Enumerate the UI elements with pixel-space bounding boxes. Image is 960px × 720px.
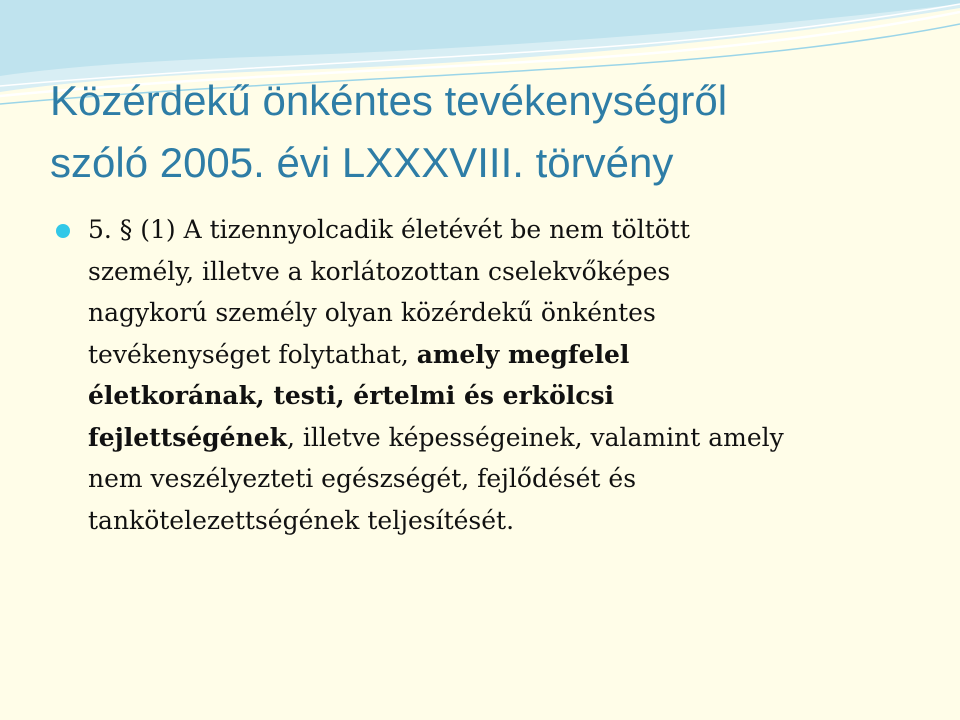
paragraph-line <box>88 292 926 334</box>
paragraph-line <box>88 417 926 459</box>
paragraph-line <box>88 458 926 500</box>
paragraph-line <box>88 251 926 293</box>
text-normal: 5. § (1) A tizennyolcadik életévét be nem töltött <box>88 215 690 244</box>
slide-title-line: Közérdekű önkéntes tevékenységről <box>50 77 728 124</box>
slide-title-line: szóló 2005. évi LXXXVIII. törvény <box>50 139 674 186</box>
text-normal: tankötelezettségének teljesítését. <box>88 505 515 535</box>
text-normal: , illetve képességeinek, valamint amely <box>286 422 784 452</box>
paragraph-line <box>88 500 926 542</box>
law-paragraph <box>88 209 926 541</box>
slide-title <box>50 70 930 194</box>
text-normal: személy, illetve a korlátozottan cselekvőképes <box>88 256 671 286</box>
bullet-dot-icon <box>56 224 70 238</box>
slide-content <box>56 209 926 541</box>
text-normal: nem veszélyezteti egészségét, fejlődését és <box>88 464 637 493</box>
text-bold: amely megfelel <box>416 339 630 369</box>
paragraph-line <box>88 334 926 376</box>
paragraph-line <box>88 375 926 417</box>
text-normal: tevékenységet folytathat, <box>88 339 417 369</box>
text-bold: életkorának, testi, értelmi és erkölcsi <box>88 381 615 410</box>
paragraph-line <box>88 209 926 251</box>
text-normal: nagykorú személy olyan közérdekű önkéntes <box>88 298 656 327</box>
text-bold: fejlettségének <box>88 422 287 452</box>
